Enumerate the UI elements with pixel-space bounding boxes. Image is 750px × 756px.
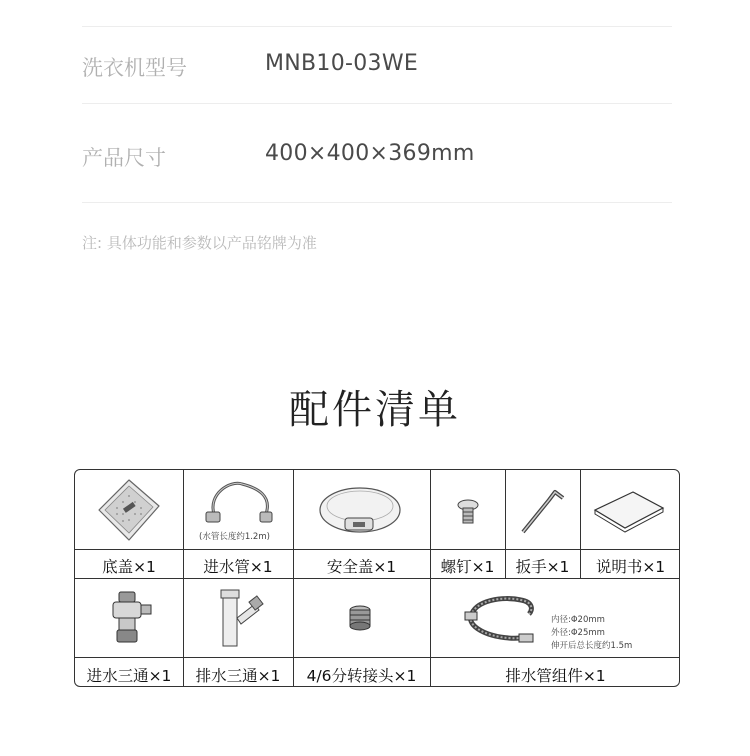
adapter-label: 4/6分转接头×1 <box>306 667 417 685</box>
divider-2 <box>82 202 672 203</box>
inlet-hose-note: (水管长度约1.2m) <box>199 532 270 542</box>
inlet-tee-icon <box>105 590 155 646</box>
grid-line <box>430 470 431 687</box>
drain-pipe-icon <box>463 588 553 650</box>
bottom-cover-icon <box>95 476 163 544</box>
model-label: 洗衣机型号 <box>82 56 187 80</box>
wrench-label: 扳手×1 <box>515 558 570 576</box>
safety-cover-label: 安全盖×1 <box>326 558 397 576</box>
inlet-hose-label: 进水管×1 <box>203 558 273 576</box>
inlet-tee-label: 进水三通×1 <box>86 667 172 685</box>
grid-line <box>75 578 680 579</box>
bottom-cover-label: 底盖×1 <box>102 558 156 576</box>
drain-tee-icon <box>215 588 265 650</box>
drain-pipe-label: 排水管组件×1 <box>505 667 606 685</box>
spec-note: 注: 具体功能和参数以产品铭牌为准 <box>82 234 317 252</box>
drain-pipe-spec-outer: 外径:Φ25mm <box>551 628 605 638</box>
model-value: MNB10-03WE <box>265 51 419 76</box>
grid-line <box>75 657 680 658</box>
safety-cover-icon <box>315 480 405 538</box>
adapter-icon <box>345 604 375 632</box>
grid-line <box>293 470 294 687</box>
size-value: 400×400×369mm <box>265 141 475 166</box>
manual-icon <box>591 488 667 534</box>
grid-line <box>75 549 680 550</box>
drain-tee-label: 排水三通×1 <box>195 667 281 685</box>
drain-pipe-spec-length: 伸开后总长度约1.5m <box>551 641 633 651</box>
manual-label: 说明书×1 <box>595 558 666 576</box>
section-title: 配件清单 <box>289 387 461 433</box>
wrench-icon <box>515 486 570 536</box>
inlet-hose-icon <box>200 474 280 526</box>
size-label: 产品尺寸 <box>82 146 166 170</box>
screw-icon <box>453 498 483 528</box>
grid-line <box>183 470 184 687</box>
screw-label: 螺钉×1 <box>440 558 495 576</box>
drain-pipe-spec-inner: 内径:Φ20mm <box>551 615 605 625</box>
divider-1 <box>82 103 672 104</box>
accessories-table <box>74 469 680 687</box>
divider-top <box>82 26 672 27</box>
